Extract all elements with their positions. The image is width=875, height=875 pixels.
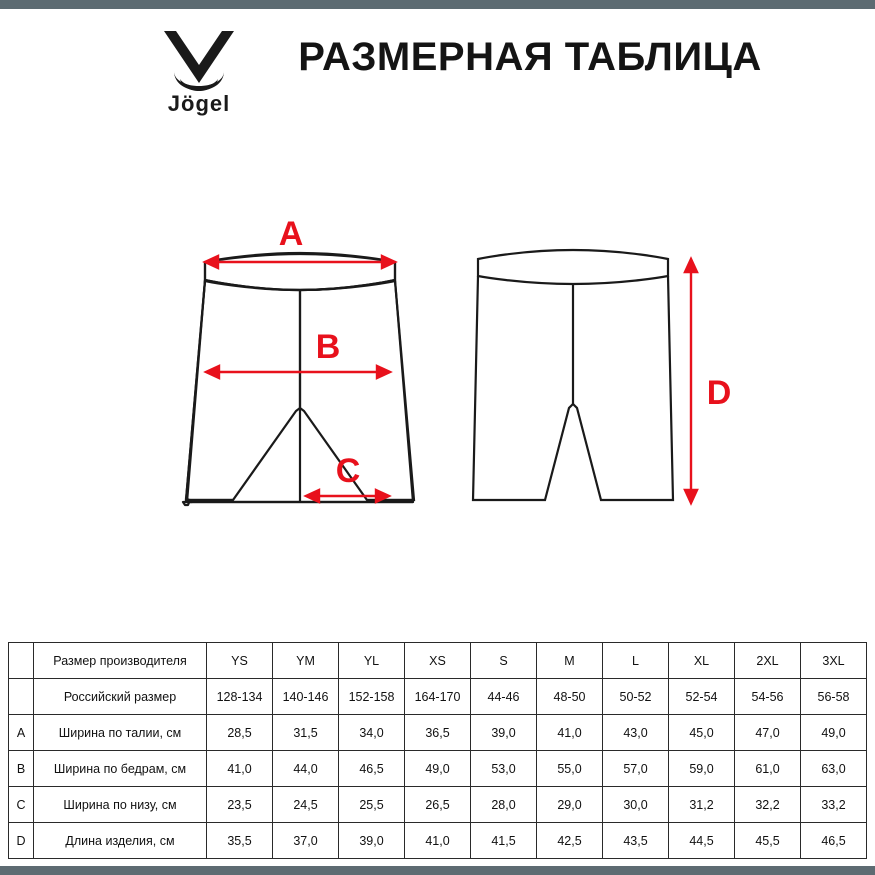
cell: 42,5: [537, 823, 603, 859]
measure-c: [306, 490, 389, 502]
cell: 48-50: [537, 679, 603, 715]
cell: 23,5: [207, 787, 273, 823]
shorts-front-view: [183, 254, 413, 505]
cell: 39,0: [471, 715, 537, 751]
cell: 46,5: [339, 751, 405, 787]
cell: 31,2: [669, 787, 735, 823]
cell: 45,0: [669, 715, 735, 751]
measure-d-label: D: [706, 374, 732, 412]
cell: 39,0: [339, 823, 405, 859]
cell: 41,0: [207, 751, 273, 787]
measure-b: [206, 366, 390, 378]
cell: 44,5: [669, 823, 735, 859]
cell: 26,5: [405, 787, 471, 823]
page-title: РАЗМЕРНАЯ ТАБЛИЦА: [298, 35, 762, 79]
cell: 59,0: [669, 751, 735, 787]
row-label: Длина изделия, см: [34, 823, 207, 859]
table-row: [9, 787, 867, 823]
cell: 24,5: [273, 787, 339, 823]
row-label: Размер производителя: [34, 643, 207, 679]
measure-d: [685, 259, 697, 503]
row-label: Ширина по бедрам, см: [34, 751, 207, 787]
cell: 29,0: [537, 787, 603, 823]
bottom-divider-strip: [0, 866, 875, 875]
cell: 43,5: [603, 823, 669, 859]
row-letter: A: [9, 715, 34, 751]
cell: 57,0: [603, 751, 669, 787]
measure-c-label: C: [335, 452, 361, 490]
cell: 44-46: [471, 679, 537, 715]
cell: 41,0: [405, 823, 471, 859]
table-row-manufacturer-size: [9, 643, 867, 679]
measure-b-label: B: [315, 328, 341, 366]
cell: 34,0: [339, 715, 405, 751]
cell: 52-54: [669, 679, 735, 715]
row-letter: B: [9, 751, 34, 787]
cell: M: [537, 643, 603, 679]
cell: YS: [207, 643, 273, 679]
table-row: [9, 715, 867, 751]
row-label: Ширина по низу, см: [34, 787, 207, 823]
cell: 140-146: [273, 679, 339, 715]
cell: XL: [669, 643, 735, 679]
cell: 32,2: [735, 787, 801, 823]
cell: 54-56: [735, 679, 801, 715]
cell: 44,0: [273, 751, 339, 787]
cell: 164-170: [405, 679, 471, 715]
cell: 35,5: [207, 823, 273, 859]
cell: 53,0: [471, 751, 537, 787]
page-header: [0, 9, 875, 124]
cell: 28,5: [207, 715, 273, 751]
size-table-container: [8, 642, 867, 859]
cell: 63,0: [801, 751, 867, 787]
table-row-russian-size: [9, 679, 867, 715]
cell: S: [471, 643, 537, 679]
table-row: [9, 751, 867, 787]
row-label: Российский размер: [34, 679, 207, 715]
cell: 45,5: [735, 823, 801, 859]
cell: 46,5: [801, 823, 867, 859]
cell: XS: [405, 643, 471, 679]
cell: 37,0: [273, 823, 339, 859]
cell: 36,5: [405, 715, 471, 751]
cell: YM: [273, 643, 339, 679]
cell: 30,0: [603, 787, 669, 823]
row-letter: C: [9, 787, 34, 823]
cell: 152-158: [339, 679, 405, 715]
cell: 128-134: [207, 679, 273, 715]
cell: 47,0: [735, 715, 801, 751]
cell: 2XL: [735, 643, 801, 679]
brand-wordmark: Jögel: [167, 91, 231, 116]
row-label: Ширина по талии, см: [34, 715, 207, 751]
measure-a-label: A: [278, 215, 304, 253]
cell: 33,2: [801, 787, 867, 823]
cell: YL: [339, 643, 405, 679]
cell: 41,0: [537, 715, 603, 751]
cell: 55,0: [537, 751, 603, 787]
cell: 28,0: [471, 787, 537, 823]
cell: 61,0: [735, 751, 801, 787]
size-table: [8, 642, 867, 859]
row-letter: [9, 679, 34, 715]
row-letter: [9, 643, 34, 679]
cell: 49,0: [405, 751, 471, 787]
cell: 50-52: [603, 679, 669, 715]
cell: 3XL: [801, 643, 867, 679]
shorts-measurement-diagram: [0, 180, 875, 620]
top-divider-strip: [0, 0, 875, 9]
row-letter: D: [9, 823, 34, 859]
cell: 31,5: [273, 715, 339, 751]
cell: 49,0: [801, 715, 867, 751]
cell: 41,5: [471, 823, 537, 859]
cell: 56-58: [801, 679, 867, 715]
cell: 25,5: [339, 787, 405, 823]
cell: L: [603, 643, 669, 679]
cell: 43,0: [603, 715, 669, 751]
table-row: [9, 823, 867, 859]
